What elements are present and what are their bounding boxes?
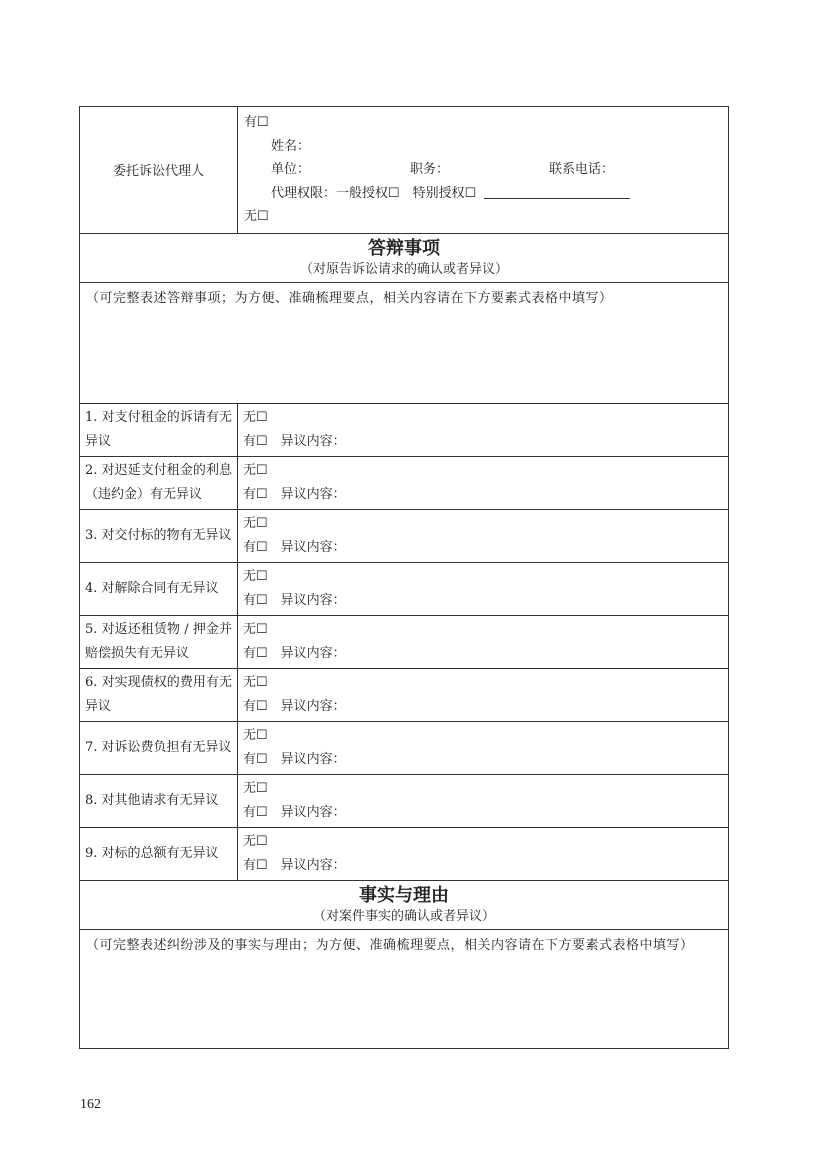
question-label: 5. 对返还租赁物 / 押金并赔偿损失有无异议	[80, 615, 238, 668]
defense-header-row	[80, 233, 729, 282]
agent-position-field[interactable]: 职务：	[410, 162, 450, 177]
agent-none-checkbox[interactable]: 无☐	[244, 209, 269, 224]
agent-has-checkbox[interactable]: 有☐	[244, 115, 269, 130]
objection-line	[243, 642, 723, 666]
facts-note-row	[80, 929, 729, 1048]
defense-header	[80, 233, 729, 282]
objection-line	[243, 483, 723, 507]
no-objection-checkbox[interactable]: 无☐	[243, 674, 268, 690]
answer-cell	[238, 615, 729, 668]
objection-content-field[interactable]: 异议内容：	[280, 592, 346, 608]
agent-phone-field[interactable]: 联系电话：	[549, 162, 615, 177]
agent-authority-options[interactable]: 代理权限：一般授权☐ 特别授权☐	[271, 185, 477, 201]
no-objection-checkbox[interactable]: 无☐	[243, 727, 268, 743]
facts-note[interactable]: （可完整表述纠纷涉及的事实与理由；为方便、准确梳理要点，相关内容请在下方要素式表格中填写）	[80, 929, 729, 1048]
objection-content-field[interactable]: 异议内容：	[280, 857, 346, 873]
has-objection-checkbox[interactable]: 有☐	[243, 698, 268, 714]
question-row	[80, 827, 729, 880]
page-number: 162	[80, 1097, 101, 1112]
question-row	[80, 456, 729, 509]
answer-cell	[238, 668, 729, 721]
question-row	[80, 668, 729, 721]
answer-cell	[238, 827, 729, 880]
question-row	[80, 403, 729, 456]
answer-cell	[238, 403, 729, 456]
objection-content-field[interactable]: 异议内容：	[280, 645, 346, 661]
question-label: 7. 对诉讼费负担有无异议	[80, 721, 238, 774]
objection-content-field[interactable]: 异议内容：	[280, 539, 346, 555]
objection-content-field[interactable]: 异议内容：	[280, 486, 346, 502]
defense-form-table	[79, 106, 729, 1049]
facts-subtitle: （对案件事实的确认或者异议）	[312, 908, 495, 924]
question-label: 8. 对其他请求有无异议	[80, 774, 238, 827]
question-label: 2. 对迟延支付租金的利息（违约金）有无异议	[80, 456, 238, 509]
objection-content-field[interactable]: 异议内容：	[280, 804, 346, 820]
agent-details	[238, 107, 729, 234]
objection-content-field[interactable]: 异议内容：	[280, 698, 346, 714]
defense-subtitle: （对原告诉讼请求的确认或者异议）	[299, 261, 508, 277]
objection-line	[243, 536, 723, 560]
objection-line	[243, 748, 723, 772]
question-label: 4. 对解除合同有无异议	[80, 562, 238, 615]
no-objection-checkbox[interactable]: 无☐	[243, 780, 268, 796]
no-objection-checkbox[interactable]: 无☐	[243, 833, 268, 849]
answer-cell	[238, 456, 729, 509]
defense-note[interactable]: （可完整表述答辩事项；为方便、准确梳理要点，相关内容请在下方要素式表格中填写）	[80, 282, 729, 403]
has-objection-checkbox[interactable]: 有☐	[243, 804, 268, 820]
objection-line	[243, 854, 723, 878]
has-objection-checkbox[interactable]: 有☐	[243, 486, 268, 502]
answer-cell	[238, 509, 729, 562]
answer-cell	[238, 774, 729, 827]
question-row	[80, 509, 729, 562]
no-objection-checkbox[interactable]: 无☐	[243, 462, 268, 478]
no-objection-checkbox[interactable]: 无☐	[243, 621, 268, 637]
defense-note-row	[80, 282, 729, 403]
agent-name-field[interactable]: 姓名：	[271, 138, 311, 154]
question-label: 9. 对标的总额有无异议	[80, 827, 238, 880]
objection-content-field[interactable]: 异议内容：	[280, 751, 346, 767]
has-objection-checkbox[interactable]: 有☐	[243, 645, 268, 661]
agent-authority-line	[244, 182, 728, 206]
question-label: 3. 对交付标的物有无异议	[80, 509, 238, 562]
question-label: 1. 对支付租金的诉请有无异议	[80, 403, 238, 456]
facts-header-row	[80, 880, 729, 929]
special-authority-blank[interactable]	[484, 184, 630, 199]
defense-title: 答辩事项	[368, 237, 440, 259]
no-objection-checkbox[interactable]: 无☐	[243, 409, 268, 425]
has-objection-checkbox[interactable]: 有☐	[243, 857, 268, 873]
no-objection-checkbox[interactable]: 无☐	[243, 515, 268, 531]
facts-title: 事实与理由	[359, 884, 449, 906]
has-objection-checkbox[interactable]: 有☐	[243, 539, 268, 555]
answer-cell	[238, 721, 729, 774]
has-objection-checkbox[interactable]: 有☐	[243, 592, 268, 608]
agent-label: 委托诉讼代理人	[80, 107, 238, 234]
question-label: 6. 对实现债权的费用有无异议	[80, 668, 238, 721]
answer-cell	[238, 562, 729, 615]
question-row	[80, 615, 729, 668]
has-objection-checkbox[interactable]: 有☐	[243, 433, 268, 449]
objection-line	[243, 430, 723, 454]
facts-header	[80, 880, 729, 929]
agent-unit-field[interactable]: 单位：	[271, 162, 311, 177]
objection-line	[243, 801, 723, 825]
question-row	[80, 562, 729, 615]
agent-contact-line	[244, 158, 728, 182]
question-row	[80, 774, 729, 827]
agent-row	[80, 107, 729, 234]
has-objection-checkbox[interactable]: 有☐	[243, 751, 268, 767]
no-objection-checkbox[interactable]: 无☐	[243, 568, 268, 584]
objection-line	[243, 695, 723, 719]
objection-line	[243, 589, 723, 613]
question-row	[80, 721, 729, 774]
objection-content-field[interactable]: 异议内容：	[280, 433, 346, 449]
